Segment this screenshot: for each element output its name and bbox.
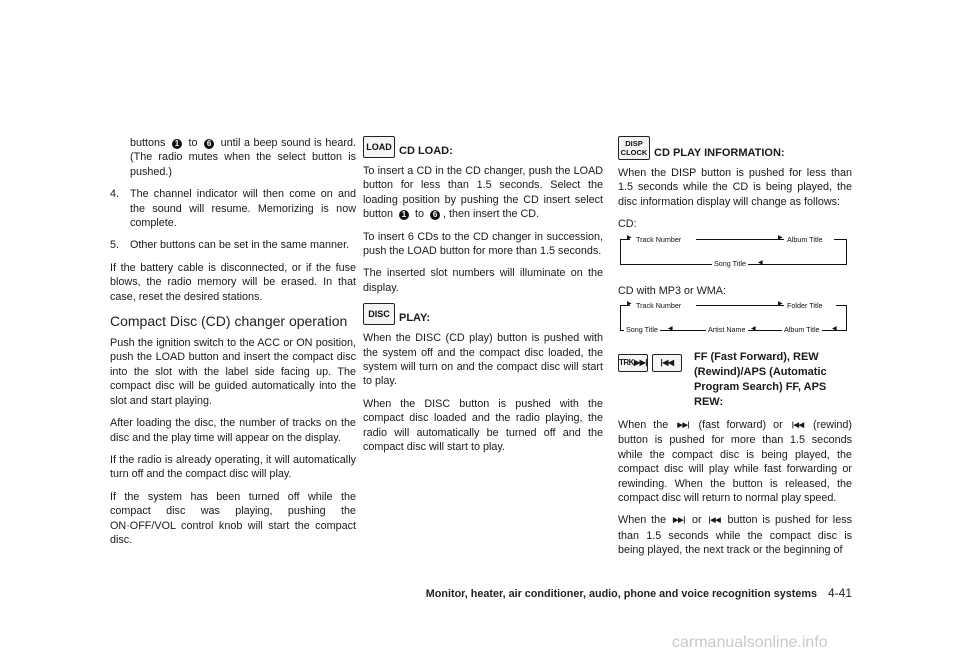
paragraph-six-cds: To insert 6 CDs to the CD changer in succession, push the LOAD button for more than 1.5 seconds. bbox=[363, 230, 603, 258]
text-fragment: (rewind) button is pushed for more than 1.5 seconds while the compact disc is being played, the compact disc will play while fast forwarding or rewinding. When the button is released, the compact disc will return to normal play speed. bbox=[618, 419, 853, 505]
text-fragment: to bbox=[188, 137, 198, 149]
column-right bbox=[618, 136, 852, 566]
paragraph-buttons bbox=[110, 136, 356, 179]
section-title: Compact Disc (CD) changer operation bbox=[110, 313, 348, 330]
text-fragment: To insert a CD in the CD changer, push the LOAD button for less than 1.5 seconds. Select the loading position by pushing the CD insert select button bbox=[363, 165, 603, 221]
heading-label: CD PLAY INFORMATION: bbox=[654, 147, 785, 159]
label-mp3-wma: CD with MP3 or WMA: bbox=[618, 284, 726, 297]
paragraph-disc: When the DISC button is pushed with the compact disc loaded and the radio playing, the radio will automatically be turned off and the compact disc will start to play. bbox=[363, 397, 603, 454]
heading-label: CD LOAD: bbox=[399, 145, 453, 157]
paragraph-already-operating: If the radio is already operating, it will automatically turn off and the compact disc will play. bbox=[110, 453, 356, 481]
paragraph-ff bbox=[618, 418, 852, 505]
paragraph-play: When the DISC (CD play) button is pushed with the system off and the compact disc loaded, the system will turn on and the compact disc will start to play. bbox=[363, 332, 603, 388]
list-item-4 bbox=[110, 187, 356, 230]
paragraph-slot-numbers: The inserted slot numbers will illuminate on the display. bbox=[363, 267, 603, 294]
disp-clock-button-icon bbox=[618, 136, 650, 160]
text-fragment: When the bbox=[618, 514, 667, 527]
flow-album-title: Album Title bbox=[787, 234, 823, 244]
cd-display-flow-diagram bbox=[618, 234, 850, 270]
flow-line bbox=[846, 305, 847, 330]
arrow-left-icon: ◀ bbox=[751, 326, 756, 333]
track-forward-icon: ▶▶| bbox=[672, 517, 686, 525]
paragraph-battery: If the battery cable is disconnected, or if the fuse blows, the radio memory will be erased. In that case, reset the desired stations. bbox=[110, 261, 356, 303]
circled-number-6: 6 bbox=[430, 210, 440, 220]
heading-cd-load bbox=[363, 136, 603, 158]
paragraph-after-loading: After loading the disc, the number of tracks on the disc and the play time will appear on the display. bbox=[110, 417, 356, 444]
list-text: The channel indicator will then come on and the sound will resume. Memorizing is now complete. bbox=[130, 188, 356, 230]
flow-line bbox=[696, 305, 784, 306]
disc-button-icon bbox=[363, 303, 395, 325]
flow-folder-title: Folder Title bbox=[787, 301, 823, 311]
icon-text: LOAD bbox=[366, 141, 392, 152]
text-fragment: until a beep sound is heard. (The radio mutes when the select button is pushed.) bbox=[130, 137, 356, 178]
text-fragment: buttons bbox=[130, 137, 166, 149]
label-cd: CD: bbox=[618, 218, 637, 231]
arrow-right-icon: ▶ bbox=[627, 234, 632, 241]
flow-song-title: Song Title bbox=[714, 258, 746, 268]
flow-line bbox=[620, 239, 621, 264]
list-number: 4. bbox=[110, 188, 120, 201]
text-fragment: button is pushed for less than 1.5 seconds while the compact disc is being played, the next track or the beginning of bbox=[618, 514, 853, 557]
paragraph-disp: When the DISP button is pushed for less than 1.5 seconds while the CD is being played, the disc information display will change as follows: bbox=[618, 167, 852, 208]
watermark: carmanualsonline.info bbox=[672, 634, 828, 651]
page-number: 4-41 bbox=[827, 586, 852, 600]
flow-line bbox=[620, 305, 621, 330]
heading-label: PLAY: bbox=[399, 312, 431, 325]
arrow-left-icon: ◀ bbox=[668, 326, 673, 333]
text-fragment: When the bbox=[618, 419, 669, 432]
seek-back-icon: |◀◀ bbox=[791, 422, 804, 430]
circled-number-1: 1 bbox=[172, 139, 182, 149]
seek-back-icon: |◀◀ bbox=[708, 517, 721, 525]
flow-track-number: Track Number bbox=[636, 234, 682, 244]
list-item-5 bbox=[110, 238, 356, 252]
flow-track-number: Track Number bbox=[636, 301, 682, 311]
text-fragment: or bbox=[691, 514, 702, 527]
icon-text: CLOCK bbox=[620, 148, 648, 157]
page-footer bbox=[412, 586, 852, 600]
heading-label: FF (Fast Forward), REW (Rewind)/APS (Automatic Program Search) FF, APS REW: bbox=[694, 351, 827, 409]
heading-cd-play-information bbox=[618, 136, 852, 160]
mp3-display-flow-diagram bbox=[618, 300, 850, 336]
arrow-right-icon: ▶ bbox=[778, 301, 783, 308]
arrow-left-icon: ◀ bbox=[758, 259, 763, 266]
ff-rew-icons bbox=[618, 354, 682, 372]
text-fragment: , then insert the CD. bbox=[443, 208, 540, 221]
text-fragment: (fast forward) or bbox=[698, 419, 783, 432]
paragraph-system-off: If the system has been turned off while the compact disc was playing, pushing the ON·OFF/VOL control knob will start the compact disc. bbox=[110, 490, 356, 546]
list-text: Other buttons can be set in the same manner. bbox=[130, 239, 350, 252]
arrow-left-icon: ◀ bbox=[832, 326, 837, 333]
column-left bbox=[110, 136, 356, 555]
heading-play bbox=[363, 303, 603, 325]
flow-song-title: Song Title bbox=[626, 325, 658, 335]
track-forward-icon: ▶▶| bbox=[677, 422, 690, 430]
flow-line bbox=[846, 239, 847, 264]
flow-album-title: Album Title bbox=[784, 325, 820, 335]
list-number: 5. bbox=[110, 239, 120, 252]
icon-text: DISP bbox=[625, 139, 643, 148]
track-forward-button-icon: TRK▶▶| bbox=[618, 354, 648, 372]
seek-back-button-icon: |◀◀ bbox=[652, 354, 682, 372]
circled-number-1: 1 bbox=[399, 210, 409, 220]
footer-title: Monitor, heater, air conditioner, audio, phone and voice recognition systems bbox=[425, 588, 817, 600]
circled-number-6: 6 bbox=[204, 139, 214, 149]
paragraph-insert bbox=[363, 164, 603, 222]
paragraph-push: Push the ignition switch to the ACC or ON position, push the LOAD button and insert the compact disc into the slot with the label side facing up. The compact disc will be guided automatically into the slot and start playing. bbox=[110, 337, 356, 407]
paragraph-aps bbox=[618, 513, 852, 557]
flow-artist-name: Artist Name bbox=[708, 325, 746, 335]
heading-ff-rew bbox=[618, 350, 852, 410]
arrow-right-icon: ▶ bbox=[778, 234, 783, 241]
icon-text: DISC bbox=[368, 308, 390, 319]
flow-line bbox=[836, 305, 846, 306]
load-button-icon bbox=[363, 136, 395, 158]
arrow-right-icon: ▶ bbox=[627, 301, 632, 308]
column-middle bbox=[363, 136, 603, 463]
flow-line bbox=[834, 239, 846, 240]
text-fragment: to bbox=[415, 208, 425, 221]
flow-line bbox=[696, 239, 784, 240]
